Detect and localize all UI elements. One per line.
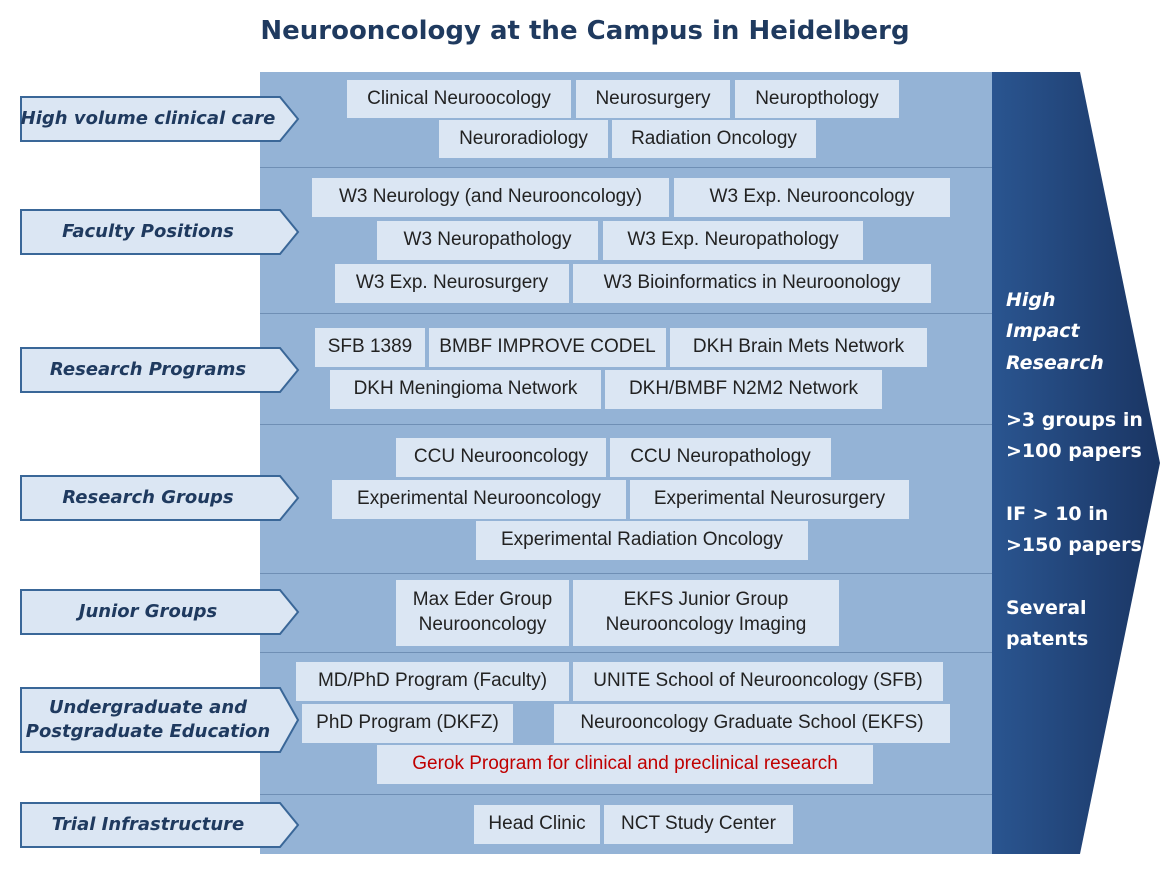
item-radiation-oncology: Radiation Oncology [612,120,816,158]
item-neurosurgery: Neurosurgery [576,80,730,118]
item-md-phd-program: MD/PhD Program (Faculty) [296,662,569,701]
item-experimental-radiation-oncology: Experimental Radiation Oncology [476,521,808,560]
item-dkh-bmbf-n2m2: DKH/BMBF N2M2 Network [605,370,882,409]
impact-heading: High Impact Research [1006,289,1104,374]
row-divider [260,573,993,574]
row-label-trial-infrastructure: Trial Infrastructure [20,802,300,848]
item-graduate-school-ekfs: Neurooncology Graduate School (EKFS) [554,704,950,743]
page-title: Neurooncology at the Campus in Heidelberg [260,16,910,46]
impact-stat-patents: Several patents [1006,597,1089,651]
item-bmbf-improve-codel: BMBF IMPROVE CODEL [429,328,666,367]
item-unite-school: UNITE School of Neurooncology (SFB) [573,662,943,701]
row-divider [260,167,993,168]
item-gerok-program: Gerok Program for clinical and preclinical research [377,745,873,784]
row-divider [260,794,993,795]
item-w3-neuropathology: W3 Neuropathology [377,221,598,260]
item-clinical-neuroocology: Clinical Neuroocology [347,80,571,118]
item-ccu-neurooncology: CCU Neurooncology [396,438,606,477]
row-label-research-groups: Research Groups [20,475,300,521]
row-divider [260,424,993,425]
item-dkh-brain-mets: DKH Brain Mets Network [670,328,927,367]
item-neuropthology: Neuropthology [735,80,899,118]
impact-stat-if: IF > 10 in >150 papers [1006,503,1142,557]
row-label-education: Undergraduate and Postgraduate Education [20,687,300,753]
impact-stat-papers: >3 groups in >100 papers [1006,409,1143,463]
row-label-junior-groups: Junior Groups [20,589,300,635]
item-ekfs-junior-group: EKFS Junior Group Neurooncology Imaging [573,580,839,646]
row-label-faculty-positions: Faculty Positions [20,209,300,255]
item-head-clinic: Head Clinic [474,805,600,844]
item-w3-exp-neuropathology: W3 Exp. Neuropathology [603,221,863,260]
item-experimental-neurosurgery: Experimental Neurosurgery [630,480,909,519]
row-divider [260,652,993,653]
item-phd-program-dkfz: PhD Program (DKFZ) [302,704,513,743]
row-divider [260,313,993,314]
row-label-clinical-care: High volume clinical care [20,96,300,142]
item-max-eder-group: Max Eder Group Neurooncology [396,580,569,646]
row-label-research-programs: Research Programs [20,347,300,393]
item-ccu-neuropathology: CCU Neuropathology [610,438,831,477]
item-w3-exp-neurosurgery: W3 Exp. Neurosurgery [335,264,569,303]
item-w3-bioinformatics: W3 Bioinformatics in Neuroonology [573,264,931,303]
item-neuroradiology: Neuroradiology [439,120,608,158]
item-experimental-neurooncology: Experimental Neurooncology [332,480,626,519]
item-w3-exp-neurooncology: W3 Exp. Neurooncology [674,178,950,217]
item-w3-neurology: W3 Neurology (and Neurooncology) [312,178,669,217]
item-sfb-1389: SFB 1389 [315,328,425,367]
item-nct-study-center: NCT Study Center [604,805,793,844]
item-dkh-meningioma: DKH Meningioma Network [330,370,601,409]
